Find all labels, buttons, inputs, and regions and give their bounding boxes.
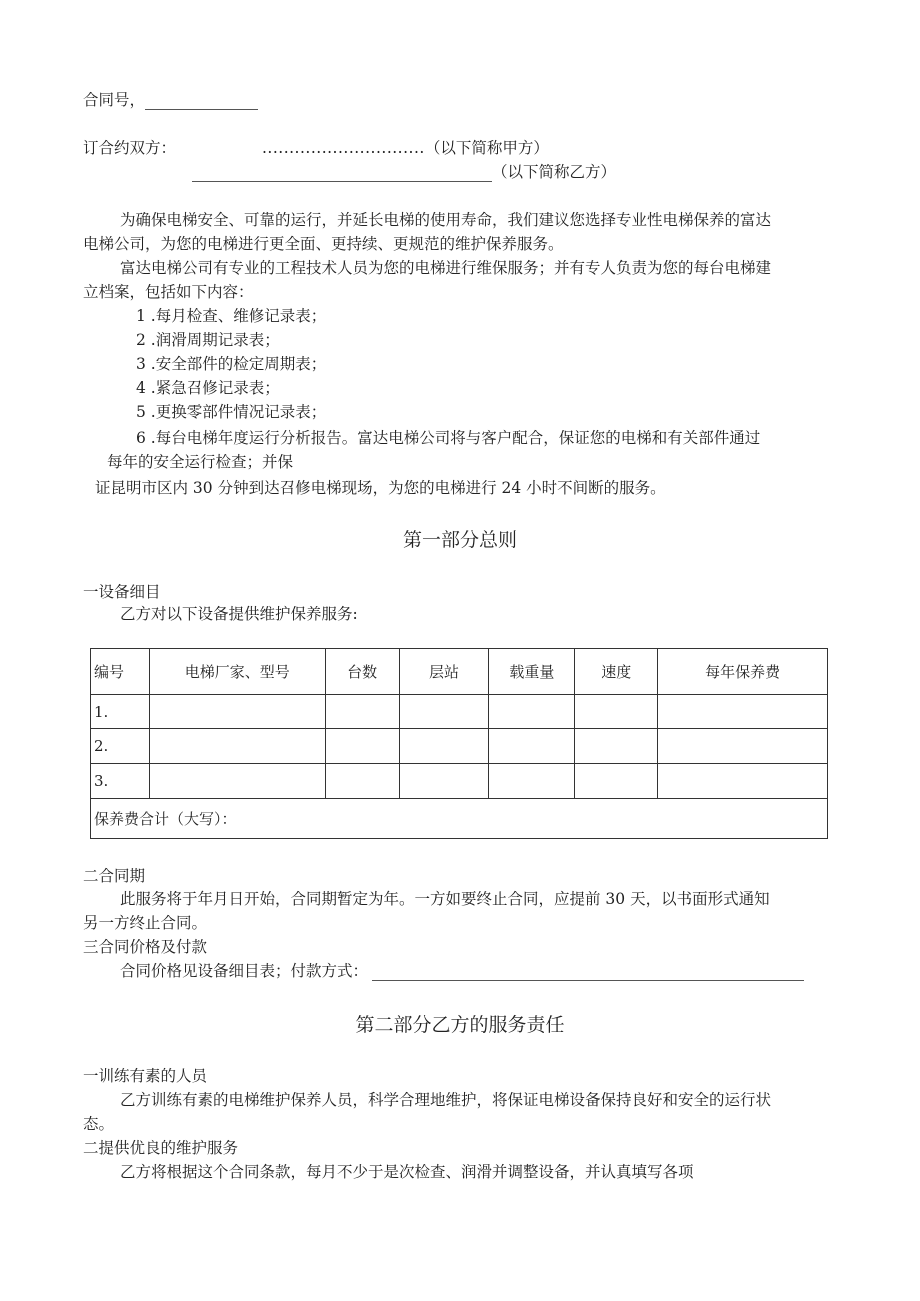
party-b-suffix: （以下简称乙方）: [492, 163, 617, 181]
payment-method-blank[interactable]: [372, 966, 804, 981]
cell[interactable]: [658, 764, 828, 799]
list-item: 3 .安全部件的检定周期表；: [136, 355, 327, 373]
row-number: 2.: [91, 729, 150, 764]
row-number: 1.: [91, 695, 150, 729]
part1-title: 第一部分总则: [402, 529, 517, 551]
total-fee-cell[interactable]: 保养费合计（大写）：: [91, 799, 828, 839]
section-text: 此服务将于年月日开始，合同期暂定为年。一方如要终止合同，应提前 30 天，以书面形式通知: [120, 890, 770, 908]
intro-paragraph-3-cont: 证昆明市区内 30 分钟到达召修电梯现场，为您的电梯进行 24 小时不间断的服务。: [95, 479, 666, 497]
cell[interactable]: [489, 695, 575, 729]
list-item: 4 .紧急召修记录表；: [136, 379, 280, 397]
payment-line: [120, 961, 804, 981]
column-header: 每年保养费: [658, 649, 828, 695]
list-item: 1 .每月检查、维修记录表；: [136, 307, 327, 325]
list-item: 6 .每台电梯年度运行分析报告。富达电梯公司将与客户配合，保证您的电梯和有关部件通过: [136, 429, 761, 447]
part2-title: 第二部分乙方的服务责任: [355, 1014, 565, 1036]
section-text: 态。: [83, 1115, 115, 1133]
equipment-table: [90, 648, 828, 839]
section-text: 乙方训练有素的电梯维护保养人员，科学合理地维护，将保证电梯设备保持良好和安全的运行状: [120, 1091, 772, 1109]
party-a-blank[interactable]: ..............................: [262, 139, 425, 157]
cell[interactable]: [575, 729, 658, 764]
cell[interactable]: [149, 695, 325, 729]
cell[interactable]: [399, 695, 489, 729]
contract-number-label: 合同号，: [83, 91, 146, 109]
contract-number-blank[interactable]: [145, 95, 258, 110]
intro-paragraph-2-cont: 立档案，包括如下内容：: [83, 283, 254, 301]
table-header-row: [91, 649, 828, 695]
section-text: 乙方对以下设备提供维护保养服务:: [120, 605, 358, 623]
table-row: [91, 695, 828, 729]
table-total-row: [91, 799, 828, 839]
cell[interactable]: [489, 729, 575, 764]
section-heading: 二合同期: [83, 867, 146, 885]
intro-paragraph-2: 富达电梯公司有专业的工程技术人员为您的电梯进行维保服务；并有专人负责为您的每台电梯建: [120, 259, 772, 277]
party-b-line: [192, 162, 616, 182]
cell[interactable]: [399, 729, 489, 764]
party-a-suffix: （以下简称甲方）: [424, 139, 549, 157]
cell[interactable]: [325, 695, 399, 729]
section-text: 另一方终止合同。: [83, 914, 208, 932]
row-number: 3.: [91, 764, 150, 799]
column-header: 载重量: [489, 649, 575, 695]
column-header: 层站: [399, 649, 489, 695]
parties-label: 订合约双方：: [83, 139, 177, 157]
intro-paragraph-1-cont: 电梯公司，为您的电梯进行更全面、更持续、更规范的维护保养服务。: [83, 235, 564, 253]
section-heading: 二提供优良的维护服务: [83, 1139, 239, 1157]
cell[interactable]: [149, 764, 325, 799]
column-header: 电梯厂家、型号: [149, 649, 325, 695]
cell[interactable]: [399, 764, 489, 799]
section-heading: 一训练有素的人员: [83, 1067, 208, 1085]
cell[interactable]: [325, 764, 399, 799]
section-heading: 三合同价格及付款: [83, 938, 208, 956]
section-heading: 一设备细目: [83, 583, 161, 601]
cell[interactable]: [658, 695, 828, 729]
list-item: 2 .润滑周期记录表；: [136, 331, 280, 349]
column-header: 编号: [91, 649, 150, 695]
section-text: 乙方将根据这个合同条款，每月不少于是次检查、润滑并调整设备，并认真填写各项: [120, 1163, 694, 1181]
table-row: [91, 729, 828, 764]
column-header: 速度: [575, 649, 658, 695]
cell[interactable]: [658, 729, 828, 764]
table-row: [91, 764, 828, 799]
payment-label: 合同价格见设备细目表；付款方式：: [120, 962, 369, 980]
party-a-line: [262, 138, 549, 158]
cell[interactable]: [575, 764, 658, 799]
party-b-blank[interactable]: [192, 167, 492, 182]
list-item: 5 .更换零部件情况记录表；: [136, 403, 327, 421]
cell[interactable]: [325, 729, 399, 764]
cell[interactable]: [149, 729, 325, 764]
cell[interactable]: [489, 764, 575, 799]
intro-paragraph-3: 每年的安全运行检查；并保: [107, 453, 294, 471]
column-header: 台数: [325, 649, 399, 695]
intro-paragraph-1: 为确保电梯安全、可靠的运行，并延长电梯的使用寿命，我们建议您选择专业性电梯保养的富达: [120, 211, 772, 229]
contract-number-line: [83, 90, 258, 110]
cell[interactable]: [575, 695, 658, 729]
